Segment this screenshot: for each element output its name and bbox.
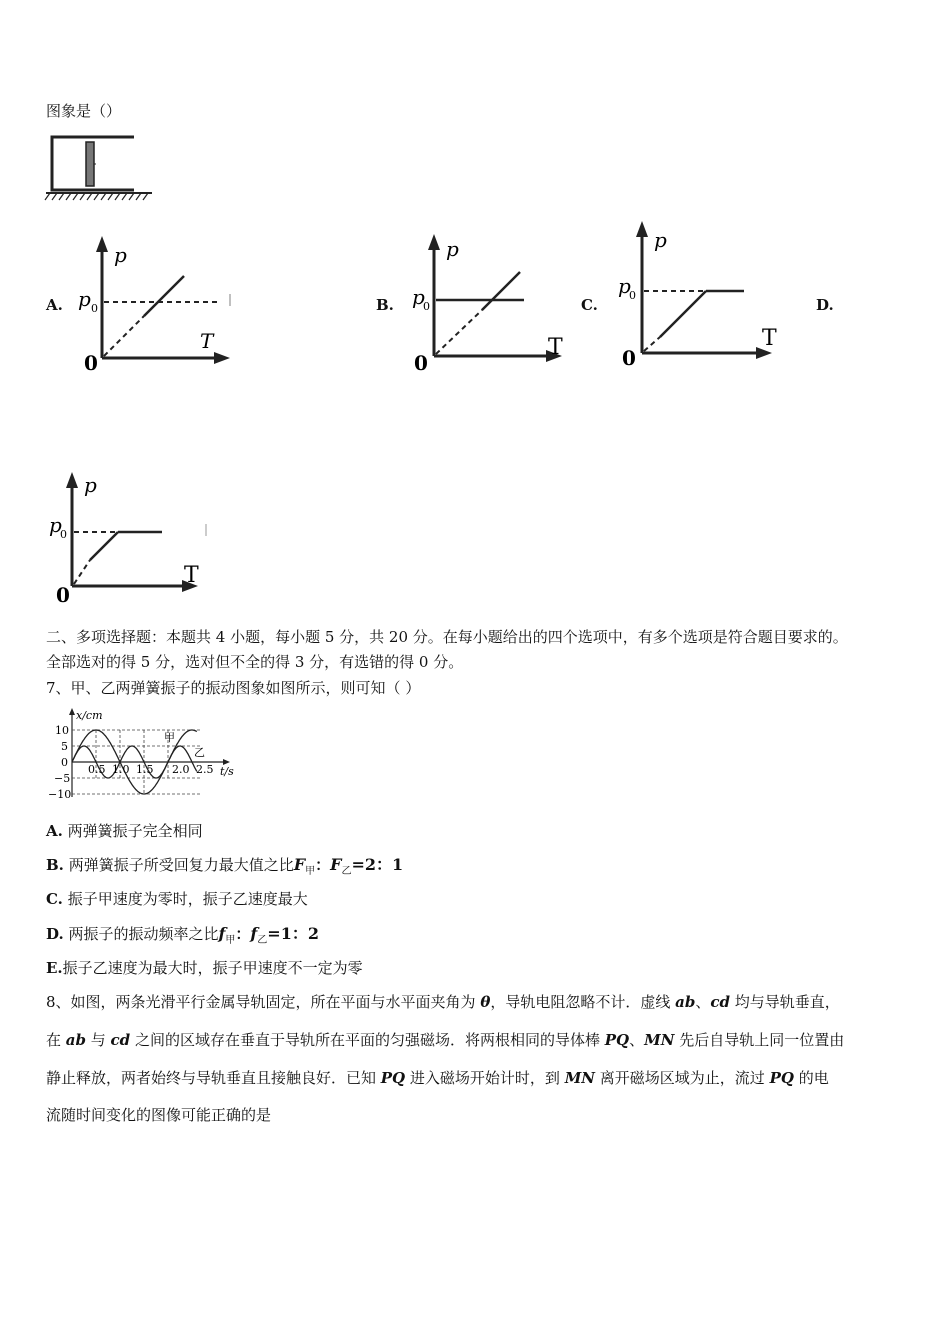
- q7-option-b-f2: F: [330, 855, 342, 874]
- series-jia-label: 甲: [164, 731, 175, 744]
- rising-line: [660, 291, 706, 337]
- dashed-extension: [644, 337, 660, 351]
- q7-option-d-label: D.: [46, 925, 64, 943]
- dashed-extension: [74, 560, 90, 584]
- isochoric-line: [144, 276, 184, 316]
- y-arrow: [636, 221, 648, 237]
- q7-option-d-s1: 甲: [225, 935, 236, 946]
- q7-option-d-f1: f: [218, 924, 226, 943]
- y-tick-5: 5: [61, 740, 68, 753]
- x-axis-label: T: [548, 335, 563, 360]
- q7-option-c[interactable]: [46, 889, 308, 909]
- x-tick-2.5: 2.5: [196, 763, 214, 776]
- graph-b: [402, 230, 577, 375]
- q7-option-b-label: B.: [46, 856, 64, 874]
- origin-label: 0: [56, 583, 70, 607]
- y-axis-label: p: [446, 237, 459, 261]
- section-heading-line-1: 二、多项选择题：本题共 4 小题，每小题 5 分，共 20 分。在每小题给出的四个选项中，有多个选项是符合题目要求的。: [46, 628, 848, 646]
- q7-option-d-f2: f: [250, 924, 258, 943]
- p0-subscript: 0: [91, 302, 98, 315]
- q7-option-b-eq: =2：1: [351, 855, 404, 874]
- q7-option-b[interactable]: [46, 855, 403, 882]
- q7-option-c-label: C.: [46, 890, 63, 908]
- dashed-extension: [436, 310, 482, 354]
- x-axis-label: T: [184, 563, 199, 588]
- y-axis-label: x/cm: [76, 709, 103, 722]
- rising-line: [90, 532, 118, 560]
- y-axis-label: p: [84, 473, 97, 497]
- q7-option-e-label: E.: [46, 959, 63, 977]
- y-tick-neg5: −5: [54, 772, 71, 785]
- p0-label: p: [618, 274, 631, 298]
- origin-label: 0: [84, 351, 98, 372]
- y-arrow: [66, 472, 78, 488]
- q7-option-e[interactable]: [46, 958, 363, 978]
- y-arrow: [96, 236, 108, 252]
- isochoric-line: [482, 272, 520, 310]
- q7-option-d-eq: =1：2: [267, 924, 319, 943]
- piston: [86, 142, 94, 186]
- q7-stem: 7、甲、乙两弹簧振子的振动图象如图所示，则可知（ ）: [46, 679, 421, 697]
- q7-option-a-label: A.: [46, 822, 63, 840]
- x-arrow: [214, 352, 230, 364]
- graph-a: [72, 232, 237, 372]
- y-arrow: [69, 708, 75, 715]
- q7-option-b-f1: F: [293, 855, 306, 874]
- origin-label: 0: [414, 351, 428, 375]
- q8-line-1: 8、如图，两条光滑平行金属导轨固定，所在平面与水平面夹角为 θ，导轨电阻忽略不计．虚线 ab、cd 均与导轨垂直，: [46, 993, 840, 1011]
- x-tick-1.0: 1.0: [112, 763, 130, 776]
- y-axis-label: p: [654, 228, 667, 252]
- q7-option-b-s1: 甲: [305, 866, 316, 877]
- dashed-extension: [104, 316, 144, 356]
- q7-option-d-text: 两振子的振动频率之比: [68, 925, 219, 943]
- x-axis-label: t/s: [220, 765, 234, 778]
- q7-option-e-text: 振子乙速度为最大时，振子甲速度不一定为零: [62, 959, 363, 977]
- y-tick-10: 10: [55, 724, 69, 737]
- y-axis-label: p: [114, 243, 127, 267]
- y-arrow: [428, 234, 440, 250]
- section-heading-line-2: 全部选对的得 5 分，选对但不全的得 3 分，有选错的得 0 分。: [46, 653, 464, 671]
- q7-vibration-chart: [44, 705, 244, 805]
- q8-line-2: 在 ab 与 cd 之间的区域存在垂直于导轨所在平面的匀强磁场．将两根相同的导体棒 PQ、MN 先后自导轨上同一位置由: [46, 1031, 845, 1049]
- origin-label: 0: [622, 346, 636, 370]
- q7-option-a[interactable]: [46, 821, 203, 841]
- q7-option-b-s2: 乙: [341, 866, 352, 877]
- x-tick-2.0: 2.0: [172, 763, 190, 776]
- q7-option-c-text: 振子甲速度为零时，振子乙速度最大: [67, 890, 308, 908]
- graph-c: [612, 215, 792, 370]
- option-b-label[interactable]: B.: [376, 296, 394, 314]
- p0-label: p: [78, 287, 91, 311]
- q7-option-d-s2: 乙: [257, 935, 268, 946]
- x-axis-label: T: [762, 326, 777, 351]
- q7-option-d-colon: ：: [235, 925, 251, 943]
- q8-line-4: 流随时间变化的图像可能正确的是: [46, 1106, 272, 1124]
- y-tick-neg10: −10: [48, 788, 72, 801]
- p0-subscript: 0: [629, 289, 636, 302]
- p0-label: p: [49, 513, 62, 537]
- q7-option-b-text: 两弹簧振子所受回复力最大值之比: [68, 856, 294, 874]
- q7-option-d[interactable]: [46, 924, 319, 951]
- x-tick-0.5: 0.5: [88, 763, 106, 776]
- option-c-label[interactable]: C.: [581, 296, 598, 314]
- q7-option-a-text: 两弹簧振子完全相同: [67, 822, 203, 840]
- q7-option-b-colon: ：: [315, 856, 331, 874]
- p0-subscript: 0: [423, 300, 430, 313]
- series-yi-label: 乙: [194, 746, 205, 759]
- p0-label: p: [412, 285, 425, 309]
- piston-cylinder-figure: [44, 132, 156, 204]
- option-d-label[interactable]: D.: [816, 296, 834, 314]
- q8-line-3: 静止释放，两者始终与导轨垂直且接触良好．已知 PQ 进入磁场开始计时，到 MN 离开磁场区域为止，流过 PQ 的电: [46, 1069, 829, 1087]
- intro-text: 图象是（）: [46, 102, 122, 120]
- graph-d: [44, 464, 219, 609]
- option-a-label[interactable]: A.: [46, 296, 63, 314]
- x-axis-label: T: [200, 329, 214, 353]
- x-tick-1.5: 1.5: [136, 763, 154, 776]
- y-tick-0: 0: [61, 756, 68, 769]
- p0-subscript: 0: [60, 528, 67, 541]
